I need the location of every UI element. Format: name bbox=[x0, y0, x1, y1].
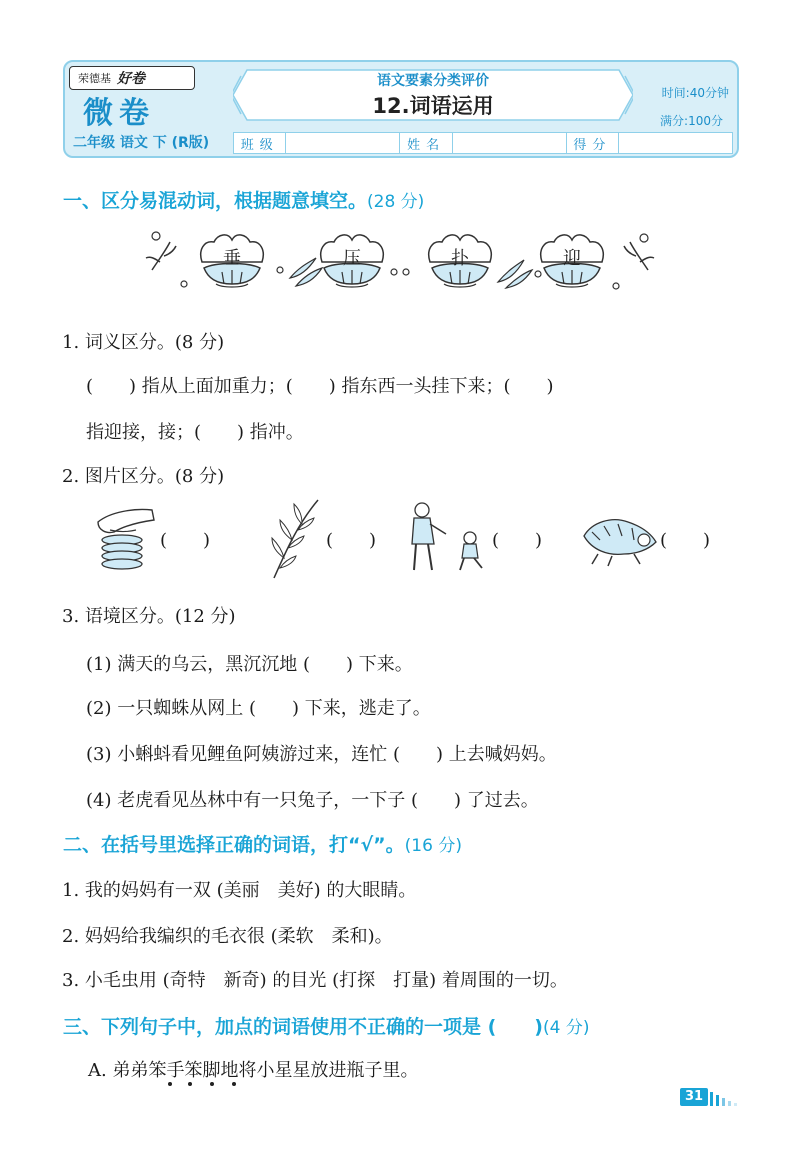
q1-title: 1. 词义区分。(8 分) bbox=[62, 332, 225, 353]
time-limit: 时间:40分钟 bbox=[661, 86, 729, 100]
lotus-chui bbox=[196, 232, 268, 294]
q3-title: 3. 语境区分。(12 分) bbox=[62, 606, 236, 627]
lotus-ying bbox=[536, 232, 608, 294]
s2-item-1: 1. 我的妈妈有一双 (美丽 美好) 的大眼睛。 bbox=[62, 880, 417, 901]
pic-2-answer-blank[interactable]: ( ) bbox=[326, 530, 377, 551]
section-3-points: (4 分) bbox=[542, 1018, 590, 1038]
student-info-row bbox=[233, 132, 733, 154]
char-ya: 压 bbox=[343, 248, 361, 269]
name-label: 姓名 bbox=[400, 133, 452, 153]
class-label: 班级 bbox=[234, 133, 286, 153]
emphasis-dots-icon bbox=[160, 1080, 250, 1088]
section-2-title: 二、在括号里选择正确的词语，打“√”。 bbox=[63, 834, 405, 856]
page-number: 31 bbox=[680, 1088, 708, 1106]
brand-badge bbox=[69, 66, 195, 90]
q3-item-4: (4) 老虎看见丛林中有一只兔子，一下子 ( ) 了过去。 bbox=[86, 790, 539, 811]
section-2-points: (16 分) bbox=[404, 836, 462, 856]
section-1-points: (28 分) bbox=[367, 192, 425, 212]
q3-item-2: (2) 一只蜘蛛从网上 ( ) 下来，逃走了。 bbox=[86, 698, 431, 719]
lotus-ya bbox=[316, 232, 388, 294]
lesson-title: 12.词语运用 bbox=[372, 94, 494, 118]
q2-title: 2. 图片区分。(8 分) bbox=[62, 466, 225, 487]
section-1-title: 一、区分易混动词，根据题意填空。 bbox=[63, 190, 368, 212]
spring-hand-icon bbox=[88, 502, 158, 576]
section-3-heading bbox=[63, 1012, 589, 1039]
q1-line-2: 指迎接，接；( ) 指冲。 bbox=[86, 422, 304, 443]
score-field[interactable] bbox=[619, 133, 732, 153]
lotus-pu bbox=[424, 232, 496, 294]
char-chui: 垂 bbox=[223, 248, 241, 269]
q3-item-1: (1) 满天的乌云，黑沉沉地 ( ) 下来。 bbox=[86, 654, 413, 675]
grade-label: 二年级 语文 下 (R版) bbox=[73, 135, 210, 151]
header-banner bbox=[63, 60, 739, 158]
section-2-heading bbox=[63, 830, 462, 857]
q3-item-3: (3) 小蝌蚪看见鲤鱼阿姨游过来，连忙 ( ) 上去喊妈妈。 bbox=[86, 744, 557, 765]
brand-logo: 好卷 bbox=[117, 71, 145, 87]
score-label: 得分 bbox=[567, 133, 619, 153]
lesson-banner bbox=[233, 66, 633, 124]
section-1-heading bbox=[63, 186, 424, 213]
name-field[interactable] bbox=[453, 133, 567, 153]
section-3-title: 三、下列句子中，加点的词语使用不正确的一项是 ( ) bbox=[63, 1016, 543, 1038]
s2-item-2: 2. 妈妈给我编织的毛衣很 (柔软 柔和)。 bbox=[62, 926, 393, 947]
char-pu: 扑 bbox=[451, 248, 469, 269]
lotus-row bbox=[140, 228, 660, 300]
full-score: 满分:100分 bbox=[660, 114, 723, 128]
book-title: 微卷 bbox=[83, 96, 155, 131]
q1-line-1: ( ) 指从上面加重力；( ) 指东西一头挂下来；( ) bbox=[86, 376, 554, 397]
series-title: 语文要素分类评价 bbox=[377, 73, 489, 89]
char-ying: 迎 bbox=[563, 248, 581, 269]
class-field[interactable] bbox=[286, 133, 400, 153]
pic-4-answer-blank[interactable]: ( ) bbox=[660, 530, 711, 551]
willow-branch-icon bbox=[266, 496, 326, 582]
mother-child-icon bbox=[402, 500, 492, 576]
brand-name: 荣德基 bbox=[78, 72, 111, 85]
tiger-pounce-icon bbox=[578, 510, 660, 568]
s3-option-a: A. 弟弟笨手笨脚地将小星星放进瓶子里。 bbox=[88, 1060, 419, 1081]
pic-3-answer-blank[interactable]: ( ) bbox=[492, 530, 543, 551]
s2-item-3: 3. 小毛虫用 (奇特 新奇) 的目光 (打探 打量) 着周围的一切。 bbox=[62, 970, 568, 991]
pic-1-answer-blank[interactable]: ( ) bbox=[160, 530, 211, 551]
page-bars-icon bbox=[710, 1092, 740, 1106]
